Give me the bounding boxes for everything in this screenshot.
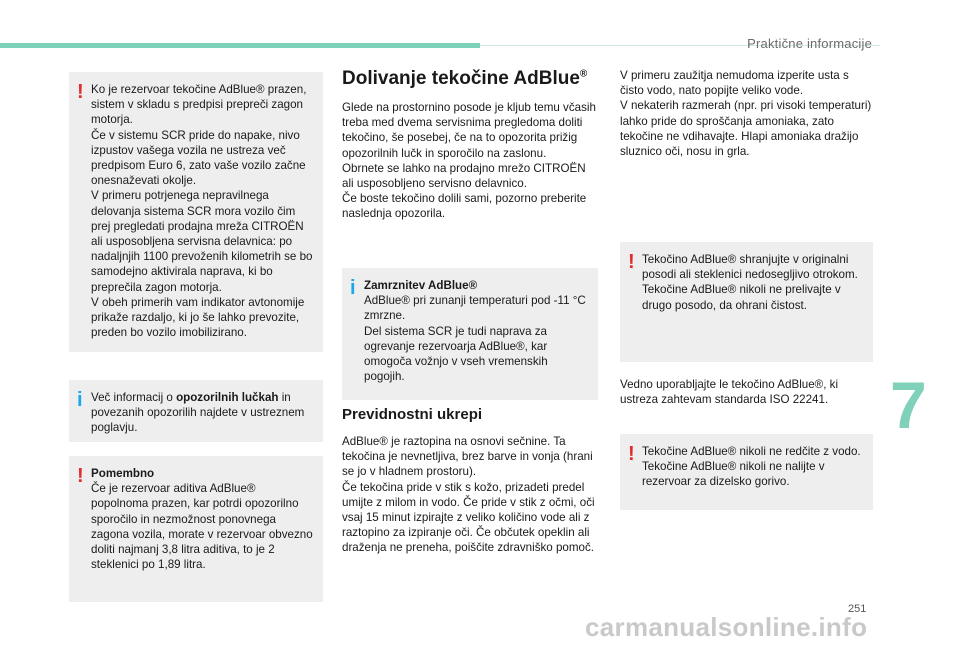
- warning-box-dilution: [620, 434, 873, 510]
- warning-icon: !: [77, 81, 84, 103]
- page-heading: [342, 68, 587, 90]
- bold-term: opozorilnih lučkah: [176, 391, 279, 404]
- warning-box-storage: [620, 242, 873, 362]
- text-run: in povezanih opozorilih najdete v ustreznem poglavju.: [91, 391, 305, 435]
- info-box-warning-lamps: [69, 380, 323, 442]
- paragraph: Če tekočina pride v stik s kožo, prizadeti predel umijte z milom in vodo. Če pride v stik z očmi, oči vsaj 15 minut izpirajte z veliko količino vode ali z raztopino za izpiranje oči. Če občutek opeklin ali draženja ne preneha, poiščite zdravniško pomoč.: [342, 480, 595, 555]
- page-number: 251: [848, 603, 867, 615]
- paragraph: Če v sistemu SCR pride do napake, nivo izpustov vašega vozila ne ustreza več predpisom Euro 6, zato vaše vozilo začne onesnaževati okolje.: [91, 128, 306, 188]
- watermark: carmanualsonline.info: [585, 612, 868, 642]
- warning-icon: !: [628, 443, 635, 465]
- paragraph: Če boste tekočino dolili sami, pozorno preberite naslednja opozorila.: [342, 192, 587, 221]
- text-run: Več informacij o: [91, 391, 177, 404]
- paragraph: Vedno uporabljajte le tekočino AdBlue®, ki ustreza zahtevam standarda ISO 22241.: [620, 378, 839, 407]
- paragraph: Glede na prostornino posode je kljub temu včasih treba med dvema servisnima pregledoma doliti tekočino, še posebej, če na to opozorita prižig opozorilnih lučk in sporočilo na zaslonu.: [342, 101, 596, 160]
- paragraph: AdBlue® je raztopina na osnovi sečnine. Ta tekočina je nevnetljiva, brez barve in vonja (hrani se jo v hladnem prostoru).: [342, 435, 593, 479]
- heading-text: Dolivanje tekočine AdBlue: [342, 68, 580, 89]
- body-text: [342, 100, 600, 222]
- info-icon: i: [350, 277, 356, 299]
- paragraph: V obeh primerih vam indikator avtonomije prikaže razdaljo, ki jo še lahko prevozite, preden bo vozilo imobilizirano.: [91, 295, 305, 340]
- paragraph: Tekočine AdBlue® nikoli ne nalijte v rezervoar za dizelsko gorivo.: [642, 460, 825, 489]
- paragraph: Ko je rezervoar tekočine AdBlue® prazen, sistem v skladu s predpisi prepreči zagon motorja.: [91, 83, 307, 127]
- body-text: [342, 434, 600, 556]
- paragraph: AdBlue® pri zunanji temperaturi pod -11 °C zmrzne.: [364, 294, 586, 323]
- paragraph: Tekočine AdBlue® nikoli ne prelivajte v drugo posodo, da ohrani čistost.: [642, 283, 841, 312]
- paragraph: Tekočine AdBlue® nikoli ne redčite z vodo.: [642, 445, 861, 458]
- chapter-number: 7: [890, 368, 927, 442]
- paragraph: Obrnete se lahko na prodajno mrežo CITROËN ali usposobljeno servisno delavnico.: [342, 161, 586, 191]
- paragraph: Tekočino AdBlue® shranjujte v originalni posodi ali steklenici nedosegljivo otrokom.: [642, 253, 858, 282]
- warning-box-adblue-empty: [69, 72, 323, 352]
- section-heading: Previdnostni ukrepi: [342, 406, 483, 423]
- info-icon: i: [77, 389, 83, 411]
- paragraph: Če je rezervoar aditiva AdBlue® popolnoma prazen, kar potrdi opozorilno sporočilo in nezmožnost ponovnega zagona vozila, morate v rezervoar obvezno doliti najmanj 3,8 litra aditiva, to je 2 steklenici po 1,89 litra.: [91, 482, 313, 572]
- registered-mark: ®: [579, 68, 588, 80]
- warning-box-important: [69, 456, 323, 602]
- paragraph: V nekaterih razmerah (npr. pri visoki temperaturi) lahko pride do sproščanja amoniaka, zato tekočine ne vdihavajte. Hlapi amoniaka dražijo sluznico oči, nosu in grla.: [620, 99, 872, 159]
- box-title: Zamrznitev AdBlue®: [364, 279, 478, 292]
- paragraph: Del sistema SCR je tudi naprava za ogrevanje rezervoarja AdBlue®, kar omogoča vožnjo v vseh vremenskih pogojih.: [364, 324, 548, 384]
- section-title: Praktične informacije: [747, 36, 872, 51]
- paragraph: [91, 390, 313, 436]
- info-box-freezing: [342, 268, 598, 400]
- paragraph: V primeru potrjenega nepravilnega delovanja sistema SCR mora vozilo čim prej pregledati prodajna mreža CITROËN ali usposobljena servisna delavnica: po nadaljnjih 1100 prevoženih kilometrih se bo samodejno aktivirala naprava, ki bo preprečila zagon motorja.: [91, 189, 313, 294]
- box-title: Pomembno: [91, 467, 155, 480]
- paragraph: V primeru zaužitja nemudoma izperite usta s čisto vodo, nato popijte veliko vode.: [620, 69, 849, 98]
- warning-icon: !: [77, 465, 84, 487]
- warning-icon: !: [628, 251, 635, 273]
- header-accent-bar: [0, 43, 480, 48]
- body-text: [620, 377, 872, 407]
- body-text: [620, 68, 872, 159]
